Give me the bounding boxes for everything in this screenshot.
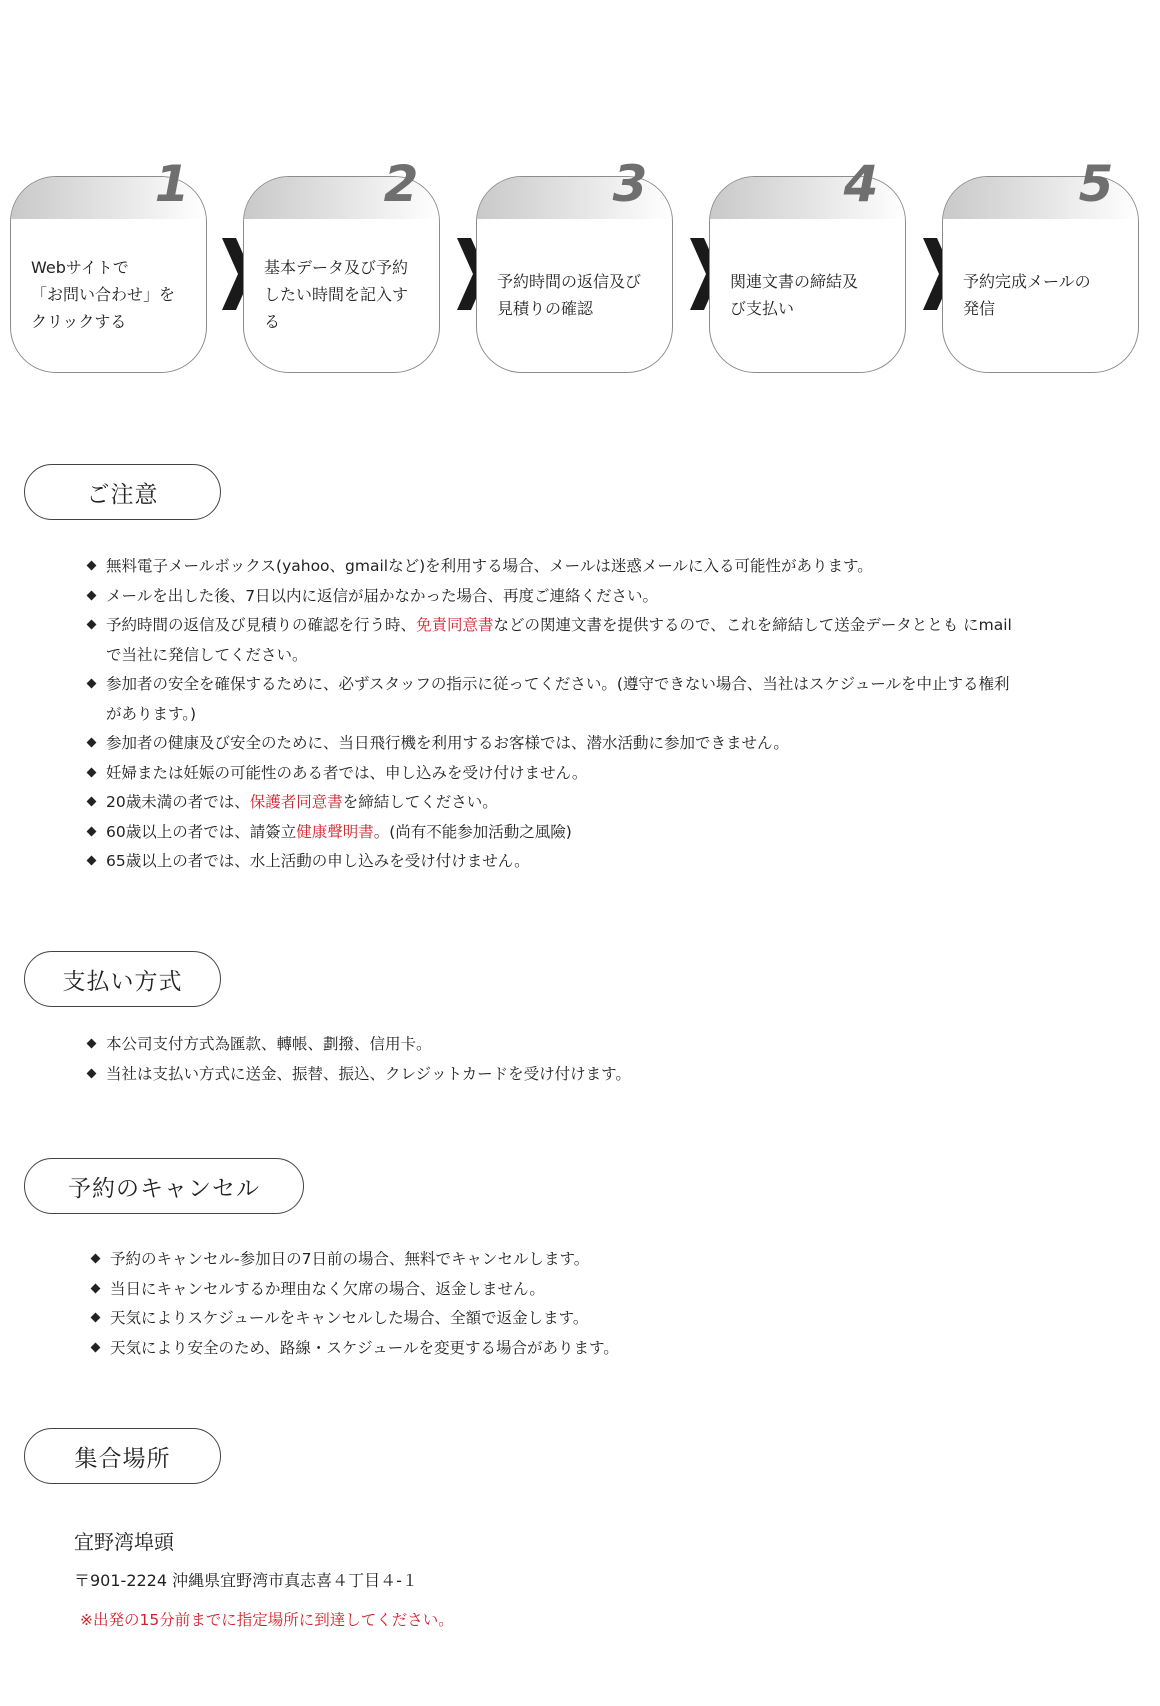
item-text: 当社は支払い方式に送金、振替、振込、クレジットカードを受け付けます。 xyxy=(106,1064,631,1083)
payment-title: 支払い方式 xyxy=(24,951,221,1007)
item-text: 無料電子メールボックス(yahoo、gmailなど)を利用する場合、メールは迷惑メールに入る可能性があります。 xyxy=(106,557,873,575)
item-text: 60歳以上の者では、請簽立 xyxy=(106,822,297,841)
list-item xyxy=(88,1304,1028,1334)
step-4-text: 関連文書の締結及 び支払い xyxy=(730,271,859,318)
meeting-address: 〒901-2224 沖縄県宜野湾市真志喜４丁目４-１ xyxy=(74,1571,418,1590)
item-text: 予約のキャンセル-参加日の7日前の場合、無料でキャンセルします。 xyxy=(110,1250,590,1268)
list-item xyxy=(84,611,1024,670)
item-text: 20歳未満の者では、 xyxy=(106,793,250,811)
cancel-list xyxy=(88,1245,1028,1363)
item-text: 本公司支付方式為匯款、轉帳、劃撥、信用卡。 xyxy=(106,1035,432,1053)
meeting-place: 宜野湾埠頭 xyxy=(74,1530,174,1554)
item-text: 参加者の安全を確保するために、必ずスタッフの指示に従ってください。(遵守できない場合、当社はスケジュールを中止する権利があります。) xyxy=(106,675,1010,723)
list-item xyxy=(84,552,1024,582)
diamond-bullet-icon xyxy=(87,797,97,807)
list-item xyxy=(88,1245,1028,1275)
highlight-text: 免責同意書 xyxy=(416,616,494,634)
cancel-title: 予約のキャンセル xyxy=(24,1158,304,1214)
list-item xyxy=(84,788,1024,818)
list-item xyxy=(84,670,1024,729)
diamond-bullet-icon xyxy=(87,1068,97,1078)
diamond-bullet-icon xyxy=(87,826,97,836)
diamond-bullet-icon xyxy=(91,1342,101,1352)
list-item xyxy=(84,818,1024,848)
list-item xyxy=(84,729,1024,759)
step-5-text: 予約完成メールの 発信 xyxy=(963,271,1091,318)
item-text: 予約時間の返信及び見積りの確認を行う時、 xyxy=(106,616,417,634)
item-text: を締結してください。 xyxy=(342,793,498,811)
list-item xyxy=(84,847,1024,877)
step-2-text: 基本データ及び予約 したい時間を記入す る xyxy=(264,258,409,331)
list-item xyxy=(84,582,1024,612)
item-text: メールを出した後、7日以内に返信が届かなかった場合、再度ご連絡ください。 xyxy=(106,586,659,605)
item-text: などの関連文書を提供するので、これを締結して送金データととも にmailで当社に発信してください。 xyxy=(106,616,1012,664)
diamond-bullet-icon xyxy=(87,738,97,748)
list-item xyxy=(84,759,1024,789)
highlight-text: 健康聲明書 xyxy=(296,822,374,841)
item-text: 天気により安全のため、路線・スケジュールを変更する場合があります。 xyxy=(110,1338,619,1357)
diamond-bullet-icon xyxy=(91,1254,101,1264)
diamond-bullet-icon xyxy=(87,856,97,866)
item-text: 当日にキャンセルするか理由なく欠席の場合、返金しません。 xyxy=(110,1279,545,1298)
step-1-text: Webサイトで 「お問い合わせ」を クリックする xyxy=(31,258,176,331)
item-text: 。(尚有不能参加活動之風險) xyxy=(373,822,572,841)
highlight-text: 保護者同意書 xyxy=(249,793,343,811)
diamond-bullet-icon xyxy=(87,561,97,571)
diamond-bullet-icon xyxy=(87,590,97,600)
step-1-number: 1 xyxy=(154,155,190,213)
diamond-bullet-icon xyxy=(87,679,97,689)
step-2-number: 2 xyxy=(383,155,419,213)
notice-title: ご注意 xyxy=(24,464,221,520)
step-3-text: 予約時間の返信及び 見積りの確認 xyxy=(497,271,642,318)
step-5-number: 5 xyxy=(1078,155,1114,213)
item-text: 天気によりスケジュールをキャンセルした場合、全額で返金します。 xyxy=(110,1309,589,1327)
item-text: 妊婦または妊娠の可能性のある者では、申し込みを受け付けません。 xyxy=(106,763,588,782)
diamond-bullet-icon xyxy=(91,1283,101,1293)
meeting-warning: ※出発の15分前までに指定場所に到達してください。 xyxy=(80,1611,454,1629)
list-item xyxy=(88,1275,1028,1305)
meeting-title: 集合場所 xyxy=(24,1428,221,1484)
step-3-number: 3 xyxy=(612,155,648,213)
payment-list xyxy=(84,1030,1024,1089)
list-item xyxy=(84,1060,1024,1090)
diamond-bullet-icon xyxy=(87,620,97,630)
step-4-number: 4 xyxy=(843,155,879,213)
list-item xyxy=(84,1030,1024,1060)
item-text: 参加者の健康及び安全のために、当日飛行機を利用するお客様では、潜水活動に参加できません。 xyxy=(106,734,789,752)
item-text: 65歳以上の者では、水上活動の申し込みを受け付けません。 xyxy=(106,852,530,870)
diamond-bullet-icon xyxy=(91,1313,101,1323)
diamond-bullet-icon xyxy=(87,767,97,777)
notice-list xyxy=(84,552,1024,877)
diamond-bullet-icon xyxy=(87,1039,97,1049)
list-item xyxy=(88,1334,1028,1364)
